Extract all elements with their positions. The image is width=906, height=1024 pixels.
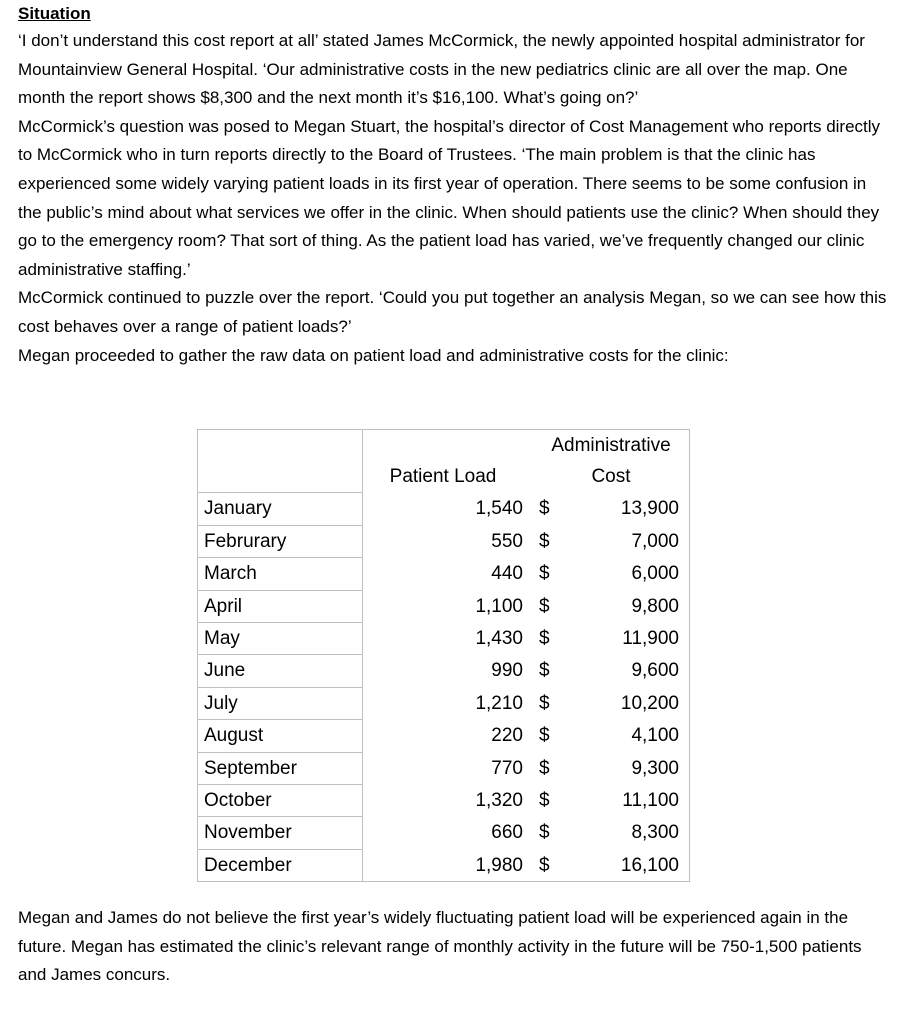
paragraph-data-intro: Megan proceeded to gather the raw data on patient load and administrative costs for the clinic: — [18, 345, 729, 365]
table-cell-currency: $ — [539, 789, 550, 811]
table-cell-load: 1,980 — [475, 854, 523, 876]
table-header-row-1 — [198, 430, 690, 462]
table-header-load: Patient Load — [389, 466, 497, 488]
table-header-cost-line2: Cost — [591, 466, 631, 488]
table-cell-cost: 9,600 — [631, 660, 679, 682]
table-cell-cost: 13,900 — [620, 498, 679, 520]
table-cell-month: May — [198, 622, 363, 654]
table-cell-cost: 6,000 — [631, 563, 679, 585]
table-cell-month: June — [198, 655, 363, 687]
table-cell-load: 1,540 — [475, 498, 523, 520]
table-cell-load: 1,320 — [475, 789, 523, 811]
table-cell-cost: 4,100 — [631, 725, 679, 747]
table-cell-month: October — [198, 784, 363, 816]
table-cell-cost: 11,100 — [622, 789, 679, 811]
table-cell-cost: 10,200 — [620, 692, 679, 714]
table-cell-cost: 11,900 — [622, 627, 679, 649]
table-cell-month: September — [198, 752, 363, 784]
table-row — [198, 655, 690, 687]
table-cell-currency: $ — [539, 498, 550, 520]
table-row — [198, 622, 690, 654]
table-cell-month: July — [198, 687, 363, 719]
paragraph-response: McCormick’s question was posed to Megan Stuart, the hospital’s director of Cost Management who reports directly to McCormick who in turn reports directly to the Board of Trustees. ‘The main problem is that the clinic has experienced some widely varying patient loads in its first year of operation. There seems to be some confusion in the public’s mind about what services we offer in the clinic. When should patients use the clinic? When should they go to the emergency room? That sort of thing. As the patient load has varied, we’ve frequently changed our clinic administrative staffing.’ — [18, 116, 881, 279]
table-row — [198, 493, 690, 525]
table-row — [198, 590, 690, 622]
table-cell-currency: $ — [539, 854, 550, 876]
table-cell-load: 550 — [491, 530, 523, 552]
cost-table-container — [197, 429, 690, 882]
cost-table — [197, 429, 690, 882]
table-cell-load: 440 — [491, 563, 523, 585]
table-cell-month: August — [198, 720, 363, 752]
table-cell-load: 1,210 — [475, 692, 523, 714]
table-cell-load: 660 — [491, 822, 523, 844]
table-cell-cost: 9,800 — [631, 595, 679, 617]
table-cell-currency: $ — [539, 725, 550, 747]
table-row — [198, 687, 690, 719]
table-row — [198, 720, 690, 752]
table-cell-currency: $ — [539, 822, 550, 844]
table-cell-month: November — [198, 817, 363, 849]
paragraph-request: McCormick continued to puzzle over the report. ‘Could you put together an analysis Megan, so we can see how this cost behaves over a range of patient loads?’ — [18, 288, 887, 336]
table-cell-currency: $ — [539, 595, 550, 617]
table-cell-cost: 7,000 — [631, 530, 679, 552]
table-cell-currency: $ — [539, 530, 550, 552]
section-heading: Situation — [18, 4, 91, 23]
table-row — [198, 558, 690, 590]
paragraph-conclusion: Megan and James do not believe the first year’s widely fluctuating patient load will be experienced again in the future. Megan has estimated the clinic’s relevant range of monthly activity in the future will be 750-1,500 patients and James concurs. — [18, 908, 862, 985]
table-cell-currency: $ — [539, 757, 550, 779]
table-cell-currency: $ — [539, 660, 550, 682]
table-row — [198, 817, 690, 849]
table-cell-load: 770 — [491, 757, 523, 779]
table-cell-month: Februrary — [198, 525, 363, 557]
table-row — [198, 784, 690, 816]
table-cell-load: 1,100 — [475, 595, 523, 617]
table-cell-currency: $ — [539, 627, 550, 649]
table-cell-month: January — [198, 493, 363, 525]
table-header-cost-line1: Administrative — [551, 435, 671, 456]
table-cell-cost: 9,300 — [631, 757, 679, 779]
table-cell-load: 990 — [491, 660, 523, 682]
table-row — [198, 849, 690, 881]
table-cell-month: December — [198, 849, 363, 881]
table-cell-currency: $ — [539, 563, 550, 585]
table-cell-load: 220 — [491, 725, 523, 747]
paragraph-intro: ‘I don’t understand this cost report at all’ stated James McCormick, the newly appointed hospital administrator for Mountainview General Hospital. ‘Our administrative costs in the new pediatrics clinic are all over the map. One month the report shows $8,300 and the next month it’s $16,100. What’s going on?’ — [18, 31, 865, 108]
table-cell-currency: $ — [539, 692, 550, 714]
table-row — [198, 525, 690, 557]
table-cell-month: March — [198, 558, 363, 590]
table-header-month — [198, 430, 363, 493]
table-cell-cost: 16,100 — [620, 854, 679, 876]
document-body — [18, 0, 888, 370]
table-row — [198, 752, 690, 784]
table-cell-month: April — [198, 590, 363, 622]
table-cell-cost: 8,300 — [631, 822, 679, 844]
table-cell-load: 1,430 — [475, 627, 523, 649]
